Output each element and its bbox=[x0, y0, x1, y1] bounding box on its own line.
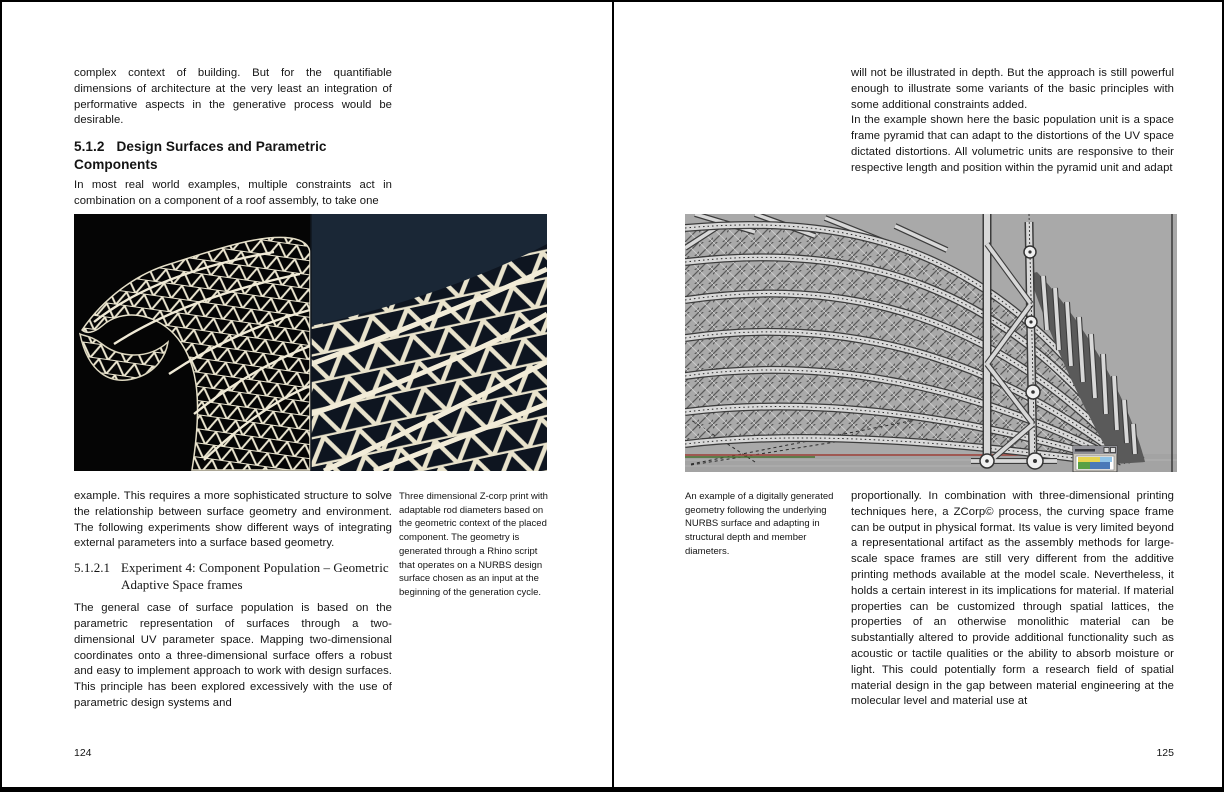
paragraph: will not be illustrated in depth. But the approach is still powerful enough to illustrate some variants of the basic principles with some additional constraints added. bbox=[851, 67, 1174, 111]
cad-popup-window[interactable] bbox=[1073, 446, 1117, 472]
left-page-number: 124 bbox=[74, 747, 92, 759]
right-page-body-text bbox=[851, 489, 1174, 710]
right-page-top-text bbox=[851, 66, 1174, 177]
subsection-title: Experiment 4: Component Population – Geometric Adaptive Space frames bbox=[121, 560, 389, 592]
left-page-top-text bbox=[74, 66, 392, 210]
section-number: 5.1.2 bbox=[74, 139, 105, 155]
paragraph: proportionally. In combination with three-dimensional printing techniques here, a ZCorp© process, the curving space frame can be output in physical format. Its value is very limited beyond a representational artifact as the assembly methods for large-scale space frames are still very different from the additive printing methods available at the model scale. Nevertheless, it holds a certain interest in its implications for material. If material properties can be customized through spatial lattices, the properties of an otherwise monolithic material can be substantially altered to provide additional functionality such as acoustic or tactile qualities or the ability to absorb moisture or light. This could potentially form a research field of spatial material design in the gap between material engineering at the molecular level and material use at bbox=[851, 490, 1174, 708]
lattice-print-photo-svg bbox=[74, 214, 547, 471]
subsection-heading bbox=[74, 560, 392, 593]
paragraph: complex context of building. But for the quantifiable dimensions of architecture at the very least an integration of performative aspects in the generative process would be desirable. bbox=[74, 67, 392, 127]
section-title: Design Surfaces and Parametric Components bbox=[74, 139, 327, 173]
paragraph: In most real world examples, multiple constraints act in combination on a component of a roof assembly, to take one bbox=[74, 179, 392, 207]
right-figure-caption: An example of a digitally generated geometry following the underlying NURBS surface and adapting in structural depth and member diameters. bbox=[685, 491, 834, 557]
left-figure-caption: Three dimensional Z-corp print with adaptable rod diameters based on the geometric context of the placed component. The geometry is generated through a Rhino script that operates on a NURBS design surface chosen as an input at the beginning of the generation cycle. bbox=[399, 491, 548, 598]
page-divider bbox=[612, 2, 614, 787]
figure-zcorp-print-photos bbox=[74, 214, 547, 471]
section-heading bbox=[74, 138, 392, 174]
paragraph: The general case of surface population is based on the parametric representation of surfaces through a two-dimensional UV parameter space. Mapping two-dimensional coordinates onto a three-dimensional surface offers a robust and easy to implement approach to work with design surfaces. This principle has been explored excessively with the use of parametric design systems and bbox=[74, 602, 392, 709]
right-page-number: 125 bbox=[1156, 747, 1174, 759]
subsection-number: 5.1.2.1 bbox=[74, 560, 111, 576]
paragraph: example. This requires a more sophisticated structure to solve the relationship between surface geometry and environment. The following experiments show different ways of integrating external parameters into a surface based geometry. bbox=[74, 490, 392, 550]
space-frame-cad-svg bbox=[685, 214, 1177, 472]
popup-close-button[interactable] bbox=[1111, 448, 1116, 453]
figure-space-frame-render bbox=[685, 214, 1177, 472]
left-page-lower-text bbox=[74, 489, 392, 712]
popup-minimize-button[interactable] bbox=[1104, 448, 1109, 453]
paragraph: In the example shown here the basic population unit is a space frame pyramid that can adapt to the distortions of the UV space dictated distortions. All volumetric units are responsive to their respective length and position within the pyramid unit and adapt bbox=[851, 114, 1174, 174]
